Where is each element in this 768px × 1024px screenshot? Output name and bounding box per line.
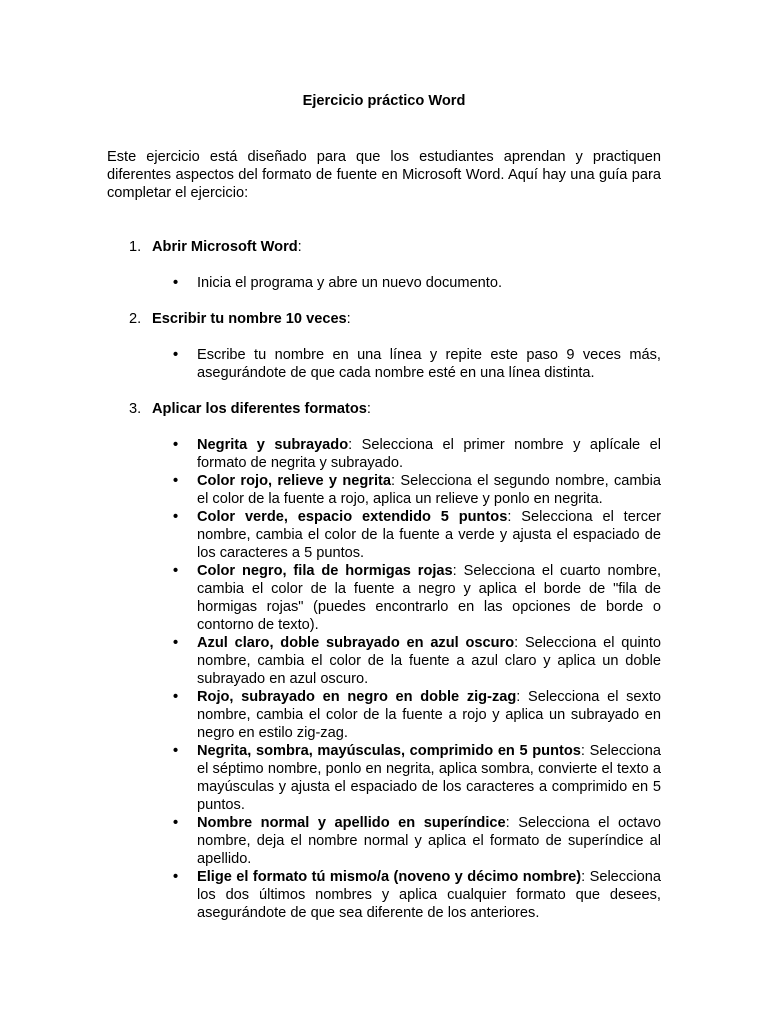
list-item (107, 562, 661, 634)
list-item (107, 688, 661, 742)
bullet-list (107, 346, 661, 382)
bullet-icon: • (173, 815, 179, 831)
bullet-bold-text: Rojo, subrayado en negro en doble zig-zag (197, 689, 517, 705)
bullet-icon: • (173, 437, 179, 453)
bullet-bold-text: Elige el formato tú mismo/a (noveno y décimo nombre) (197, 869, 582, 885)
step-number: 2. (129, 311, 142, 327)
bullet-text: Inicia el programa y abre un nuevo documento. (197, 275, 503, 291)
bullet-text: Escribe tu nombre en una línea y repite este paso 9 veces más, asegurándote de que cada nombre esté en una línea distinta. (197, 347, 661, 381)
bullet-bold-text: Negrita y subrayado (197, 437, 349, 453)
bullet-icon: • (173, 743, 179, 759)
step-item (107, 400, 661, 922)
step-number: 3. (129, 401, 142, 417)
document-title: Ejercicio práctico Word (302, 93, 466, 109)
step-heading (107, 238, 661, 256)
bullet-icon: • (173, 509, 179, 525)
bullet-bold-text: Nombre normal y apellido en superíndice (197, 815, 506, 831)
bullet-text: : Selecciona el segundo nombre, cambia el color de la fuente a rojo, aplica un relieve y ponlo en negrita. (197, 473, 661, 507)
bullet-text: : Selecciona el sexto nombre, cambia el color de la fuente a rojo y aplica un subrayado en negro en estilo zig-zag. (197, 689, 662, 741)
step-heading (107, 400, 661, 418)
list-item (107, 742, 661, 814)
list-item (107, 634, 661, 688)
bullet-icon: • (173, 347, 179, 363)
bullet-icon: • (173, 635, 179, 651)
bullet-text: : Selecciona el tercer nombre, cambia el color de la fuente a verde y ajusta el espaciado de los caracteres a 5 puntos. (197, 509, 661, 561)
step-item (107, 310, 661, 382)
bullet-text: : Selecciona el primer nombre y aplícale el formato de negrita y subrayado. (197, 437, 662, 471)
document-page (107, 92, 661, 940)
list-item (107, 436, 661, 472)
bullet-icon: • (173, 689, 179, 705)
bullet-text: : Selecciona el cuarto nombre, cambia el color de la fuente a negro y aplica el borde de "fila de hormigas rojas" (puedes encontrarlo en las opciones de borde o contorno de texto). (197, 563, 662, 633)
step-label: Abrir Microsoft Word (152, 239, 298, 255)
bullet-icon: • (173, 275, 179, 291)
bullet-bold-text: Color rojo, relieve y negrita (197, 473, 392, 489)
step-item (107, 238, 661, 292)
bullet-icon: • (173, 563, 179, 579)
bullet-bold-text: Azul claro, doble subrayado en azul oscuro (197, 635, 515, 651)
step-suffix: : (366, 401, 371, 417)
intro-paragraph: Este ejercicio está diseñado para que los estudiantes aprendan y practiquen diferentes aspectos del formato de fuente en Microsoft Word. Aquí hay una guía para completar el ejercicio: (107, 149, 661, 201)
step-heading (107, 310, 661, 328)
bullet-list (107, 274, 661, 292)
step-suffix: : (346, 311, 351, 327)
list-item (107, 346, 661, 382)
list-item (107, 814, 661, 868)
step-number: 1. (129, 239, 142, 255)
bullet-text: : Selecciona el octavo nombre, deja el nombre normal y aplica el formato de superíndice al apellido. (197, 815, 661, 867)
bullet-icon: • (173, 473, 179, 489)
bullet-bold-text: Color verde, espacio extendido 5 puntos (197, 509, 508, 525)
bullet-text: : Selecciona los dos últimos nombres y aplica cualquier formato que desees, asegurándote de que sea diferente de los anteriores. (197, 869, 661, 921)
bullet-bold-text: Negrita, sombra, mayúsculas, comprimido en 5 puntos (197, 743, 581, 759)
list-item (107, 868, 661, 922)
step-suffix: : (297, 239, 302, 255)
bullet-text: : Selecciona el quinto nombre, cambia el color de la fuente a azul claro y aplica un doble subrayado en azul oscuro. (197, 635, 661, 687)
list-item (107, 274, 661, 292)
step-label: Escribir tu nombre 10 veces (152, 311, 347, 327)
bullet-icon: • (173, 869, 179, 885)
steps-list (107, 238, 661, 922)
list-item (107, 472, 661, 508)
step-label: Aplicar los diferentes formatos (152, 401, 367, 417)
bullet-bold-text: Color negro, fila de hormigas rojas (197, 563, 453, 579)
bullet-text: : Selecciona el séptimo nombre, ponlo en negrita, aplica sombra, convierte el texto a mayúsculas y ajusta el espaciado de los caracteres a comprimido en 5 puntos. (197, 743, 662, 813)
list-item (107, 508, 661, 562)
bullet-list (107, 436, 661, 922)
